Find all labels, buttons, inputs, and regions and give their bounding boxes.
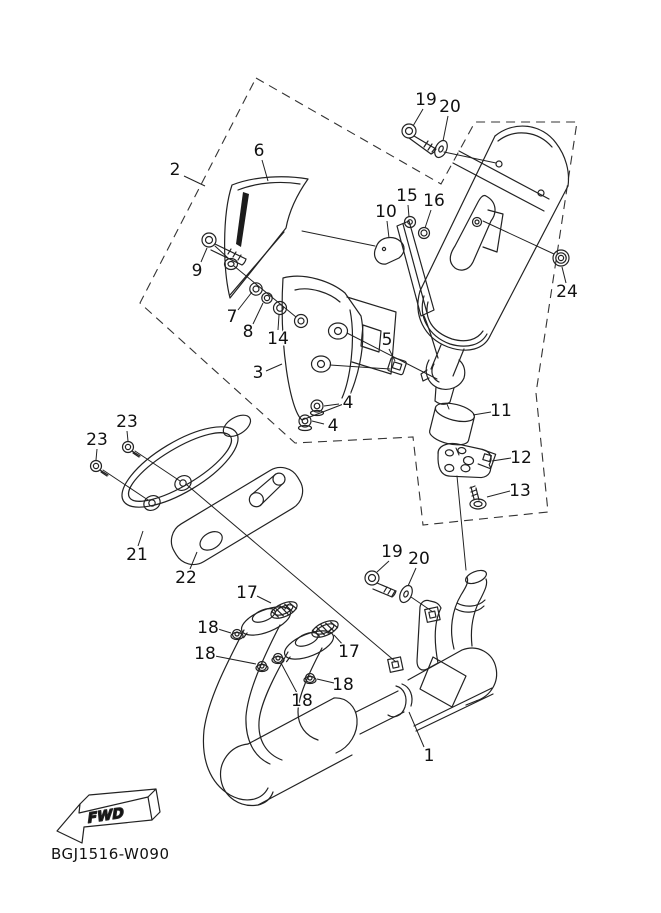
screw-23a <box>123 442 141 458</box>
callout-label-14: 14 <box>267 329 289 349</box>
callout-label-3: 3 <box>252 363 264 383</box>
leader-line-15 <box>408 205 409 217</box>
callout-label-4: 4 <box>342 393 354 413</box>
callout-label-23: 23 <box>116 412 138 432</box>
callout-label-6: 6 <box>253 141 265 161</box>
callout-label-13: 13 <box>509 481 531 501</box>
leader-line-20 <box>443 116 448 141</box>
screw-4b <box>299 415 312 431</box>
leader-line-18 <box>218 629 231 633</box>
callout-label-18: 18 <box>291 691 313 711</box>
leader-line-18 <box>215 656 256 664</box>
callout-label-19: 19 <box>381 542 403 562</box>
leader-line-4 <box>312 421 324 424</box>
bolt-19-mid <box>365 571 396 597</box>
plate-22 <box>164 460 310 572</box>
leader-line-18 <box>281 663 297 693</box>
screw-23b <box>91 461 109 477</box>
callout-label-17: 17 <box>236 583 258 603</box>
callout-label-9: 9 <box>191 261 203 281</box>
callout-label-11: 11 <box>490 401 512 421</box>
callout-label-19: 19 <box>415 90 437 110</box>
callout-label-23: 23 <box>86 430 108 450</box>
leader-line-13 <box>487 491 510 497</box>
washer-20-mid <box>397 584 415 605</box>
leader-line-16 <box>425 210 431 228</box>
callout-label-4: 4 <box>327 416 339 436</box>
callout-label-2: 2 <box>169 160 181 180</box>
callout-label-7: 7 <box>226 307 238 327</box>
leader-line-3 <box>266 364 282 371</box>
leader-line-2 <box>184 176 205 186</box>
callout-label-21: 21 <box>126 545 148 565</box>
leader-line-24 <box>562 267 566 283</box>
leader-line-9 <box>201 248 207 262</box>
callout-label-10: 10 <box>375 202 397 222</box>
bolt-9 <box>202 233 216 247</box>
clip-5 <box>387 357 407 375</box>
callout-label-22: 22 <box>175 568 197 588</box>
nut-16 <box>419 228 430 239</box>
callout-label-17: 17 <box>338 642 360 662</box>
fwd-arrow-icon <box>57 789 160 843</box>
joint-parts-drawing <box>428 400 497 509</box>
screw-4a <box>311 400 324 416</box>
callout-label-18: 18 <box>194 644 216 664</box>
nut-8 <box>262 293 272 303</box>
callout-label-18: 18 <box>197 618 219 638</box>
callout-label-8: 8 <box>242 322 254 342</box>
clamp-12 <box>435 441 496 482</box>
leader-line-23 <box>127 431 128 441</box>
leader-line-19 <box>413 109 423 126</box>
callout-label-15: 15 <box>396 186 418 206</box>
leader-line-21 <box>138 531 143 546</box>
leader-line-8 <box>253 303 263 324</box>
damper-10 <box>375 238 404 265</box>
callout-label-5: 5 <box>381 330 393 350</box>
gasket-11 <box>428 400 476 448</box>
callout-label-12: 12 <box>510 448 532 468</box>
leader-line-14 <box>278 315 279 330</box>
cover-6-drawing <box>202 177 308 315</box>
muffler-silencer-drawing <box>418 126 569 404</box>
callout-label-1: 1 <box>423 746 435 766</box>
callout-label-20: 20 <box>439 97 461 117</box>
diagram-code: BGJ1516-W090 <box>51 845 170 863</box>
leader-line-20 <box>408 568 416 586</box>
leader-line-11 <box>473 412 491 415</box>
callout-layer <box>86 90 578 766</box>
leader-line-23 <box>96 449 97 460</box>
leader-line-17 <box>257 596 271 603</box>
leader-line-7 <box>238 292 252 310</box>
fwd-label: FWD <box>87 805 125 828</box>
leader-line-22 <box>190 552 197 569</box>
leader-line-1 <box>409 712 424 747</box>
leader-line-10 <box>387 221 389 238</box>
gasket-17a <box>269 598 300 621</box>
callout-label-24: 24 <box>556 282 578 302</box>
callout-label-16: 16 <box>423 191 445 211</box>
leader-line-4 <box>324 404 339 406</box>
callout-label-20: 20 <box>408 549 430 569</box>
leader-line-12 <box>492 458 511 461</box>
leader-line-19 <box>377 561 389 572</box>
bolt-13 <box>470 486 486 509</box>
callout-label-18: 18 <box>332 675 354 695</box>
